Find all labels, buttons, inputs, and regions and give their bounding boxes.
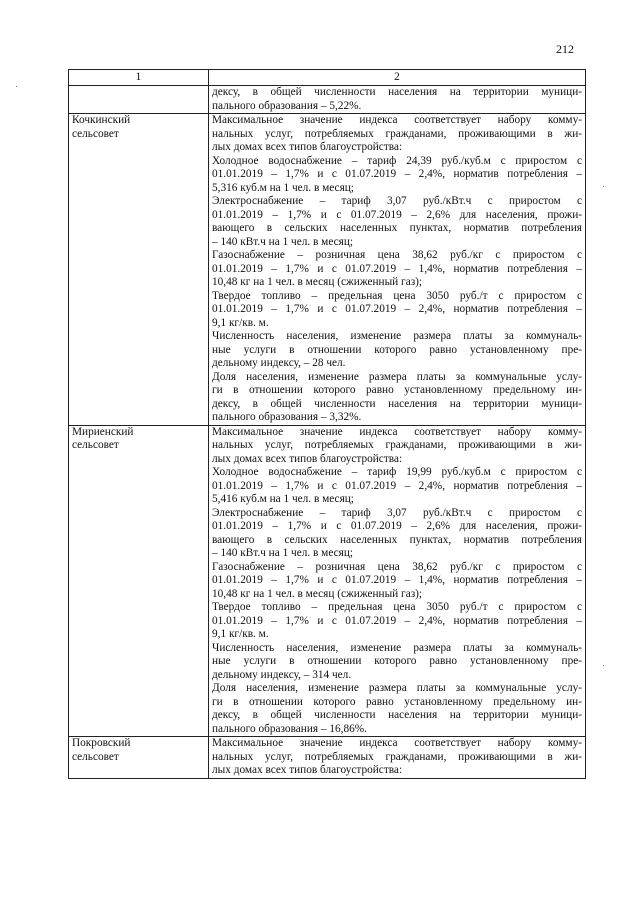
table-row <box>69 425 586 737</box>
text-line: ные услуги в отношении которого равно установленному пре- <box>212 655 582 667</box>
text-line: Газоснабжение – розничная цена 38,62 руб./кг с приростом с <box>212 249 582 261</box>
text-line: Холодное водоснабжение – тариф 19,99 руб./куб.м с приростом с <box>212 466 582 478</box>
text-line: – 140 кВт.ч на 1 чел. в месяц; <box>212 547 354 559</box>
text-line: 9,1 кг/кв. м. <box>212 628 269 640</box>
indicator-description <box>209 737 586 779</box>
municipality-name <box>69 86 209 114</box>
municipality-name: Мириенский сельсовет <box>69 425 209 737</box>
text-line: Электроснабжение – тариф 3,07 руб./кВт.ч с приростом с <box>212 506 582 519</box>
text-line: ные услуги в отношении которого равно установленному пре- <box>212 343 582 356</box>
indicator-description <box>209 86 586 114</box>
text-line: 10,48 кг на 1 чел. в месяц (сжиженный газ); <box>212 276 423 288</box>
text-line: 01.01.2019 – 1,7% и с 01.07.2019 – 1,4%, норматив потребления – <box>212 262 582 275</box>
scan-speck <box>16 86 17 87</box>
text-line: ги в отношении которого равно установленному предельному ин- <box>212 695 582 708</box>
text-line: 5,416 куб.м на 1 чел. в месяц; <box>212 493 354 505</box>
text-line: нальных услуг, потребляемых гражданами, проживающими в жи- <box>212 750 582 763</box>
text-line: пального образования – 3,32%. <box>212 411 362 423</box>
table-header-row <box>69 70 586 86</box>
text-line: дексу, в общей численности населения на территории муници- <box>212 86 582 98</box>
text-line: 5,316 куб.м на 1 чел. в месяц; <box>212 181 354 194</box>
text-line: 01.01.2019 – 1,7% и с 01.07.2019 – 2,4%, норматив потребления – <box>212 479 582 492</box>
text-line: Электроснабжение – тариф 3,07 руб./кВт.ч с приростом с <box>212 195 582 207</box>
indicator-table <box>68 69 586 779</box>
column-header-1: 1 <box>69 70 209 86</box>
text-line: Холодное водоснабжение – тариф 24,39 руб./куб.м с приростом с <box>212 154 582 167</box>
table-row <box>69 737 586 779</box>
text-line: дексу, в общей численности населения на территории муници- <box>212 397 582 410</box>
scan-speck <box>603 665 604 666</box>
text-line: Доля населения, изменение размера платы за коммунальные услу- <box>212 682 582 694</box>
text-line: Численность населения, изменение размера платы за коммуналь- <box>212 330 582 342</box>
text-line: 01.01.2019 – 1,7% и с 01.07.2019 – 2,4%, норматив потребления – <box>212 168 582 180</box>
text-line: пального образования – 16,86%. <box>212 722 368 735</box>
text-line: вающего в сельских населенных пунктах, норматив потребления <box>212 222 582 234</box>
indicator-description <box>209 425 586 737</box>
text-line: дельному индексу, – 28 чел. <box>212 357 346 369</box>
page-number: 212 <box>556 42 574 56</box>
text-line: Газоснабжение – розничная цена 38,62 руб./кг с приростом с <box>212 560 582 573</box>
table-row <box>69 86 586 114</box>
text-line: лых домах всех типов благоустройства: <box>212 452 403 465</box>
text-line: Максимальное значение индекса соответствует набору комму- <box>212 425 582 438</box>
table-row <box>69 114 586 426</box>
text-line: Численность населения, изменение размера платы за коммуналь- <box>212 641 582 654</box>
text-line: 01.01.2019 – 1,7% и с 01.07.2019 – 2,6% для населения, прожи- <box>212 208 582 221</box>
text-line: Твердое топливо – предельная цена 3050 руб./т с приростом с <box>212 601 582 613</box>
text-line: 10,48 кг на 1 чел. в месяц (сжиженный газ); <box>212 587 423 600</box>
text-line: дексу, в общей численности населения на территории муници- <box>212 709 582 721</box>
text-line: вающего в сельских населенных пунктах, норматив потребления <box>212 533 582 546</box>
text-line: Максимальное значение индекса соответствует набору комму- <box>212 114 582 126</box>
text-line: лых домах всех типов благоустройства: <box>212 764 403 776</box>
scan-speck <box>603 186 604 187</box>
text-line: Максимальное значение индекса соответствует набору комму- <box>212 737 582 749</box>
text-line: 01.01.2019 – 1,7% и с 01.07.2019 – 1,4%, норматив потребления – <box>212 574 582 586</box>
text-line: ги в отношении которого равно установленному предельному ин- <box>212 384 582 396</box>
municipality-name: Покровский сельсовет <box>69 737 209 779</box>
text-line: – 140 кВт.ч на 1 чел. в месяц; <box>212 235 354 248</box>
text-line: 01.01.2019 – 1,7% и с 01.07.2019 – 2,6% для населения, прожи- <box>212 520 582 532</box>
text-line: нальных услуг, потребляемых гражданами, проживающими в жи- <box>212 439 582 451</box>
indicator-description <box>209 114 586 426</box>
municipality-name: Кочкинский сельсовет <box>69 114 209 426</box>
text-line: Твердое топливо – предельная цена 3050 руб./т с приростом с <box>212 289 582 302</box>
text-line: 01.01.2019 – 1,7% и с 01.07.2019 – 2,4%, норматив потребления – <box>212 303 582 315</box>
text-line: 01.01.2019 – 1,7% и с 01.07.2019 – 2,4%, норматив потребления – <box>212 614 582 627</box>
text-line: 9,1 кг/кв. м. <box>212 316 269 329</box>
text-line: дельному индексу, – 314 чел. <box>212 668 352 681</box>
column-header-2: 2 <box>209 70 586 86</box>
text-line: Доля населения, изменение размера платы за коммунальные услу- <box>212 370 582 383</box>
text-line: лых домах всех типов благоустройства: <box>212 141 403 153</box>
table-body <box>69 86 586 779</box>
text-line: пального образования – 5,22%. <box>212 99 362 112</box>
text-line: нальных услуг, потребляемых гражданами, проживающими в жи- <box>212 127 582 140</box>
